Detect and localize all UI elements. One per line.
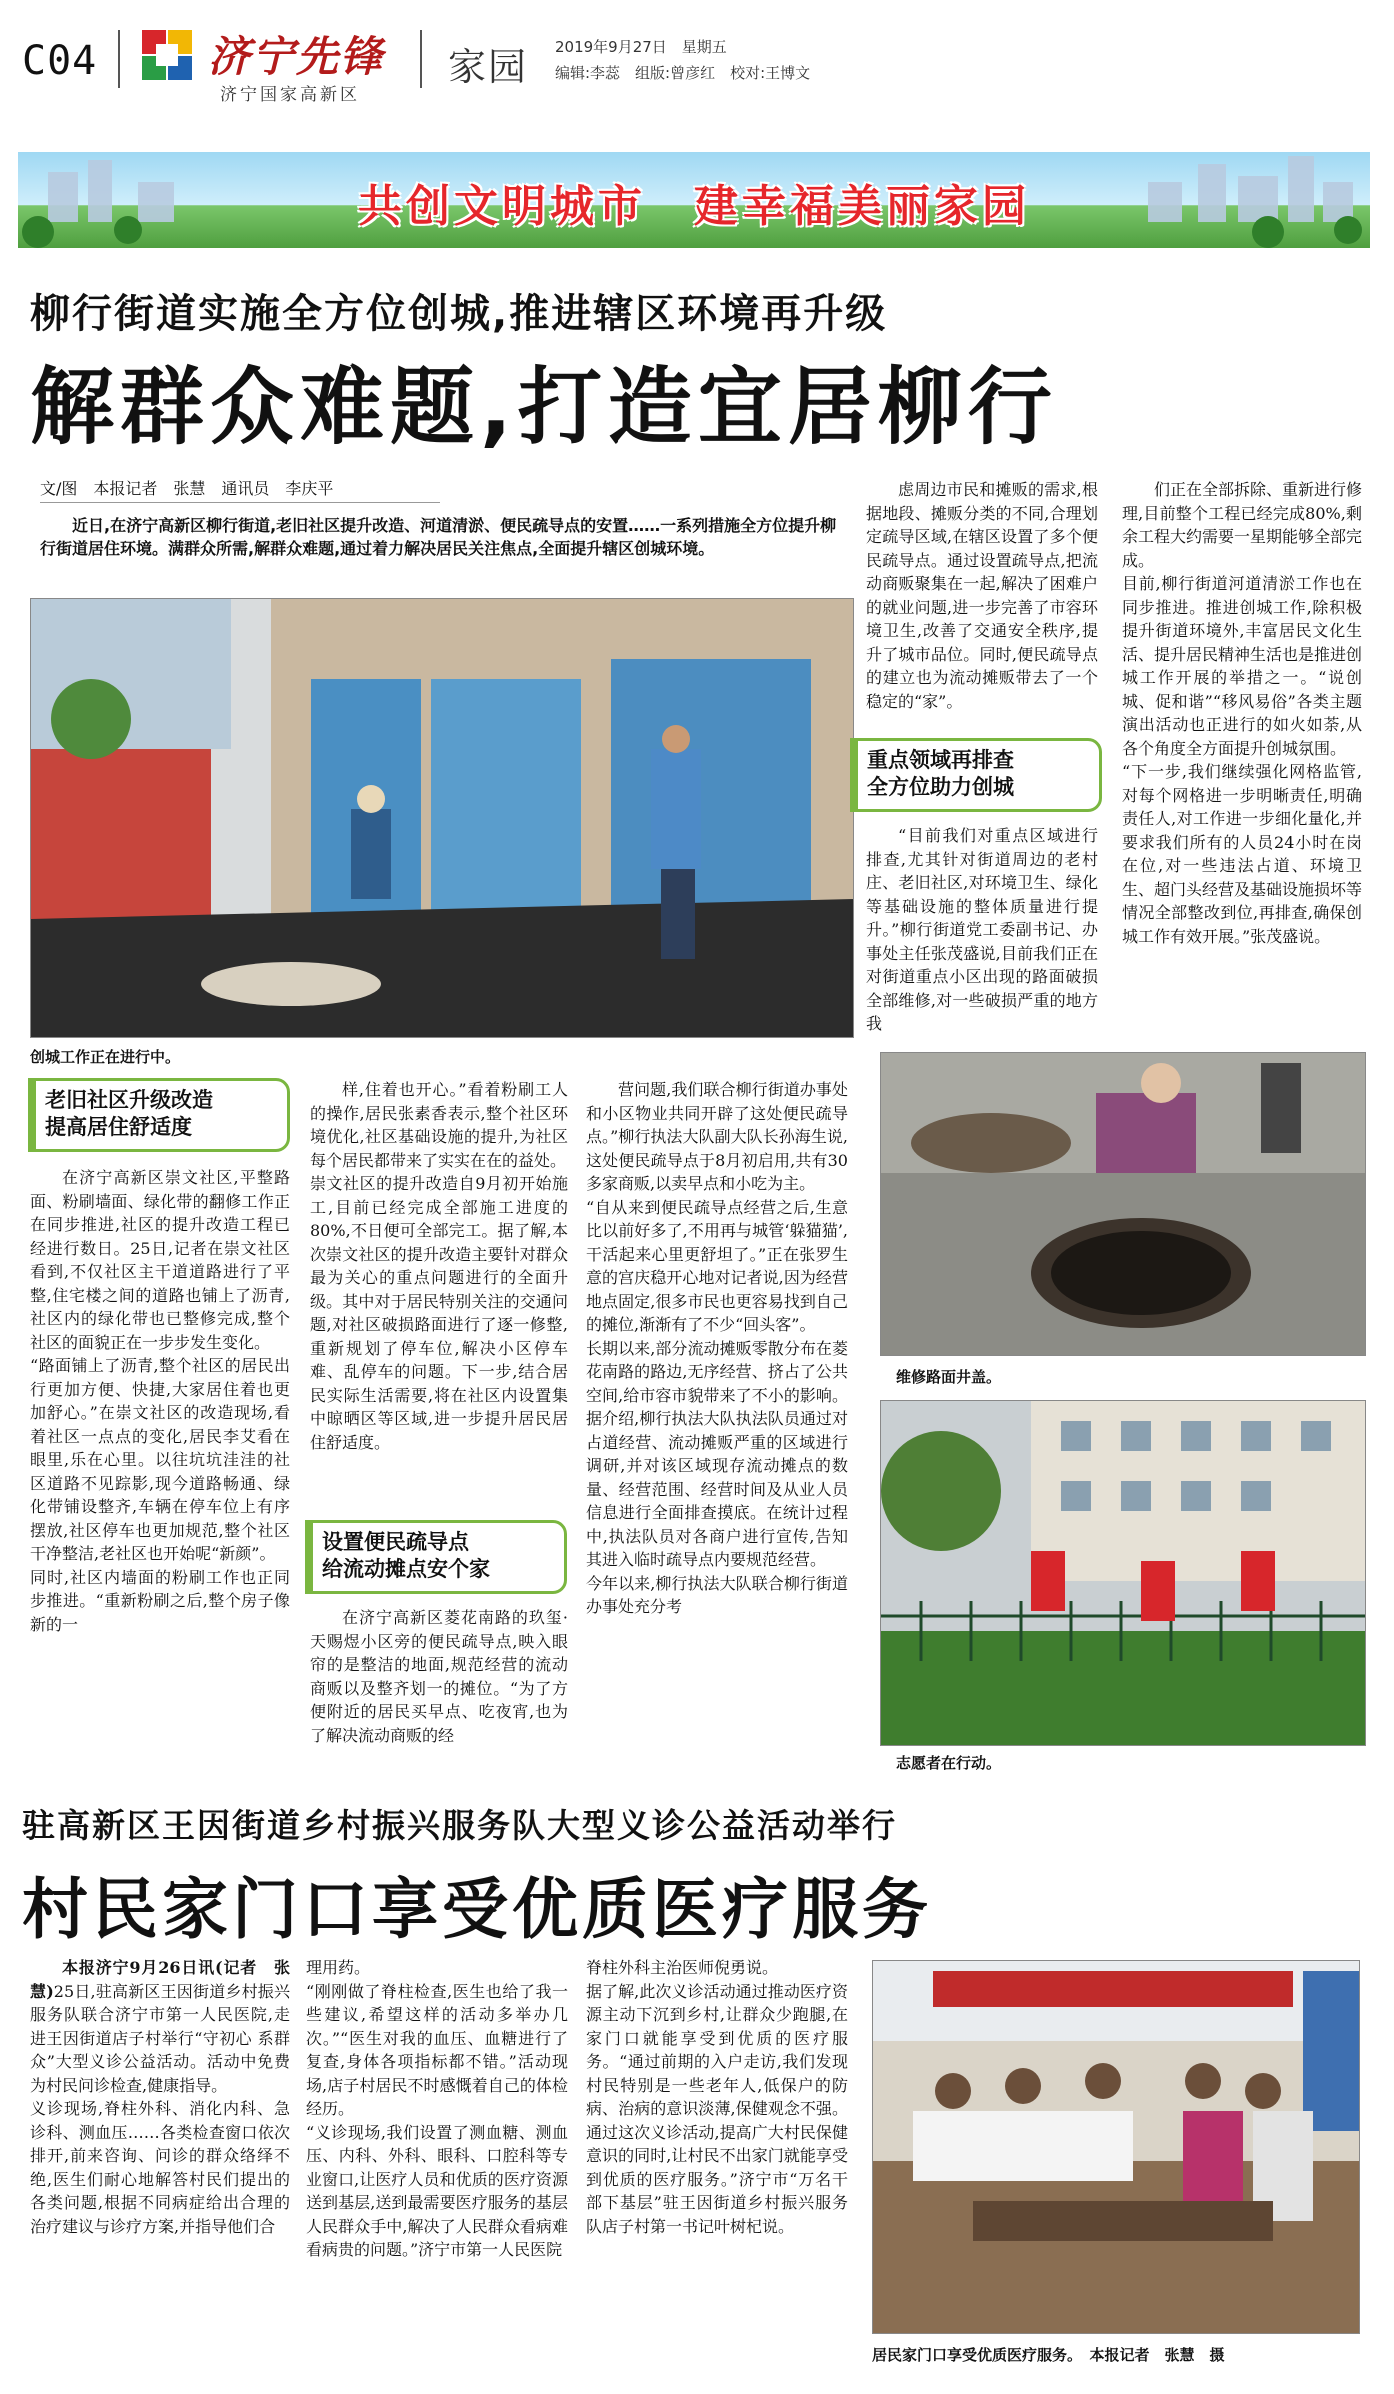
article1-column-4-top: 虑周边市民和摊贩的需求,根据地段、摊贩分类的不同,合理划定疏导区域,在辖区设置了多个便民疏导点。通过设置疏导点,把流动商贩聚集在一起,解决了困难户的就业问题,进一步完善了市容环境卫生,改善了交通安全秩序,提升了城市品位。同时,便民疏导点的建立也为流动摊贩带去了一个稳定的“家”。 bbox=[866, 480, 1098, 711]
issue-date: 2019年9月27日 星期五 bbox=[555, 38, 727, 56]
paper-subtitle: 济宁国家高新区 bbox=[220, 85, 360, 105]
article1-photo-main bbox=[30, 598, 854, 1038]
article1-photo-manhole bbox=[880, 1052, 1366, 1356]
article1-column-2b: 在济宁高新区菱花南路的玖玺·天赐煜小区旁的便民疏导点,映入眼帘的是整洁的地面,规范经营的流动商贩以及整齐划一的摊位。“为了方便附近的居民买早点、吃夜宵,也为了解决流动商贩的经 bbox=[310, 1608, 568, 1745]
logo-icon bbox=[140, 28, 194, 82]
article1-column-1: 在济宁高新区崇文社区,平整路面、粉刷墙面、绿化带的翻修工作正在同步推进,社区的提升改造工程已经进行数日。25日,记者在崇文社区看到,不仅社区主干道道路进行了平整,住宅楼之间的道路也铺上了沥青,社区内的绿化带也已整修完成,整个社区的面貌正在一步步发生变化。 “路面铺上了沥青,整个社区的居民出行更加方便、快捷,大家居住着也更加舒心。”在崇文社区的改造现场,看着社区一点点的变化,居民李艾看在眼里,乐在心里。以往坑坑洼洼的社区道路不见踪影,现今道路畅通、绿化带铺设整齐,车辆在停车位上有序摆放,社区停车也更加规范,整个社区干净整洁,老社区也开始呢“新颜”。 同时,社区内墙面的粉刷工作也正同步推进。“重新粉刷之后,整个房子像新的一 bbox=[30, 1168, 290, 1634]
article1-column-5: 们正在全部拆除、重新进行修理,目前整个工程已经完成80%,剩余工程大约需要一星期能够全部完成。 目前,柳行街道河道清淤工作也在同步推进。推进创城工作,除积极提升街道环境外,丰富居民文化生活、提升居民精神生活也是推进创城工作开展的举措之一。“说创城、促和谐”“移风易俗”各类主题演出活动也正进行的如火如荼,从各个角度全方面提升创城氛围。 “下一步,我们继续强化网格监管,对每个网格进一步明晰责任,明确责任人,对工作进一步细化量化,并要求我们所有的人员24小时在岗在位,对一些违法占道、环境卫生、超门头经营及基础设施损坏等情况全部整改到位,再排查,确保创城工作有效开展。”张茂盛说。 bbox=[1122, 480, 1362, 946]
page-number: C04 bbox=[22, 38, 98, 84]
article2-column-3: 脊柱外科主治医师倪勇说。 据了解,此次义诊活动通过推动医疗资源主动下沉到乡村,让群众少跑腿,在家门口就能享受到优质的医疗服务。“通过前期的入户走访,我们发现村民特别是一些老年人,低保户的防病、治病的意识淡薄,保健观念不强。通过这次义诊活动,提高广大村民保健意识的同时,让村民不出家门就能享受到优质的医疗服务。”济宁市“万名干部下基层”驻王因街道乡村振兴服务队店子村第一书记叶树杞说。 bbox=[586, 1958, 848, 2236]
article2-photo bbox=[872, 1960, 1360, 2334]
article1-photo-manhole-caption: 维修路面井盖。 bbox=[896, 1368, 1002, 1386]
article2-title: 村民家门口享受优质医疗服务 bbox=[22, 1871, 932, 1948]
article1-byline: 文/图 本报记者 张慧 通讯员 李庆平 bbox=[40, 479, 334, 498]
article1-subhead-2: 设置便民疏导点 给流动摊点安个家 bbox=[305, 1520, 567, 1594]
article1-subhead-1: 老旧社区升级改造 提高居住舒适度 bbox=[28, 1078, 290, 1152]
divider bbox=[118, 30, 120, 88]
slogan-banner bbox=[18, 152, 1370, 248]
article1-photo-main-caption: 创城工作正在进行中。 bbox=[30, 1048, 181, 1066]
article1-photo-volunteers bbox=[880, 1400, 1366, 1746]
paper-name: 济宁先锋 bbox=[208, 32, 385, 81]
article1-subhead-3: 重点领域再排查 全方位助力创城 bbox=[850, 738, 1102, 812]
article2-column-2: 理用药。 “刚刚做了脊柱检查,医生也给了我一些建议,希望这样的活动多举办几次。”“医生对我的血压、血糖进行了复查,身体各项指标都不错。”活动现场,店子村居民不时感慨着自己的体检经历。 “义诊现场,我们设置了测血糖、测血压、内科、外科、眼科、口腔科等专业窗口,让医疗人员和优质的医疗资源送到基层,送到最需要医疗服务的基层人民群众手中,解决了人民群众看病难看病贵的问题。”济宁市第一人民医院 bbox=[306, 1958, 568, 2259]
section-name: 家园 bbox=[448, 45, 529, 89]
divider bbox=[420, 30, 422, 88]
article1-lead: 近日,在济宁高新区柳行街道,老旧社区提升改造、河道清淤、便民疏导点的安置……一系列措施全方位提升柳行街道居住环境。满群众所需,解群众难题,通过着力解决居民关注焦点,全面提升辖区创城环境。 bbox=[40, 516, 837, 558]
article2-subtitle: 驻高新区王因街道乡村振兴服务队大型义诊公益活动举行 bbox=[22, 1806, 897, 1845]
article2-column-1 bbox=[30, 1956, 290, 2366]
editor-credits: 编辑:李蕊 组版:曾彦红 校对:王博文 bbox=[555, 64, 811, 82]
article2-photo-caption: 居民家门口享受优质医疗服务。 本报记者 张慧 摄 bbox=[872, 2346, 1225, 2364]
article1-title: 解群众难题,打造宜居柳行 bbox=[30, 358, 1058, 456]
banner-slogan: 共创文明城市 建幸福美丽家园 bbox=[358, 181, 1030, 232]
article1-column-2: 样,住着也开心。”看着粉刷工人的操作,居民张素香表示,整个社区环境优化,社区基础设施的提升,为社区每个居民都带来了实实在在的益处。 崇文社区的提升改造自9月初开始施工,目前已经完成全部施工进度的80%,不日便可全部完工。据了解,本次崇文社区的提升改造主要针对群众最为关心的重点问题进行的全面升级。其中对于居民特别关注的交通问题,对社区破损路面进行了逐一修整,重新规划了停车位,解决小区停车难、乱停车的问题。下一步,结合居民实际生活需要,将在社区内设置集中晾晒区等区域,进一步提升居民居住舒适度。 bbox=[310, 1080, 568, 1452]
article1-subtitle: 柳行街道实施全方位创城,推进辖区环境再升级 bbox=[30, 291, 888, 337]
divider bbox=[40, 502, 440, 503]
article2-column-1-text: 25日,驻高新区王因街道乡村振兴服务队联合济宁市第一人民医院,走进王因街道店子村举行“守初心 系群众”大型义诊公益活动。活动中免费为村民问诊检查,健康指导。 义诊现场,脊柱外科、消化内科、急诊科、测血压……各类检查窗口依次排开,前来咨询、问诊的群众络绎不绝,医生们耐心地解答村民们提出的各类问题,根据不同病症给出合理的治疗建议与诊疗方案,并指导他们合 bbox=[30, 1981, 290, 2236]
article1-photo-volunteers-caption: 志愿者在行动。 bbox=[896, 1754, 1002, 1772]
article1-column-4-bottom: “目前我们对重点区域进行排查,尤其针对街道周边的老村庄、老旧社区,对环境卫生、绿化等基础设施的整体质量进行提升。”柳行街道党工委副书记、办事处主任张茂盛说,目前我们正在对街道重点小区出现的路面破损全部维修,对一些破损严重的地方我 bbox=[866, 826, 1098, 1033]
article1-column-3: 营问题,我们联合柳行街道办事处和小区物业共同开辟了这处便民疏导点。”柳行执法大队副大队长孙海生说,这处便民疏导点于8月初启用,共有30多家商贩,以卖早点和小吃为主。 “自从来到便民疏导点经营之后,生意比以前好多了,不用再与城管‘躲猫猫’,干活起来心里更舒坦了。”正在张罗生意的宫庆稳开心地对记者说,因为经营地点固定,很多市民也更容易找到自己的摊位,渐渐有了不少“回头客”。 长期以来,部分流动摊贩零散分布在菱花南路的路边,无序经营、挤占了公共空间,给市容市貌带来了不小的影响。据介绍,柳行执法大队执法队员通过对占道经营、流动摊贩严重的区域进行调研,并对该区域现存流动摊点的数量、经营范围、经营时间及从业人员信息进行全面排查摸底。在统计过程中,执法队员对各商户进行宣传,告知其进入临时疏导点内要规范经营。 今年以来,柳行执法大队联合柳行街道办事处充分考 bbox=[586, 1080, 848, 1616]
article2-dateline: 本报济宁9月26日讯(记者 张慧) bbox=[30, 1958, 290, 2001]
